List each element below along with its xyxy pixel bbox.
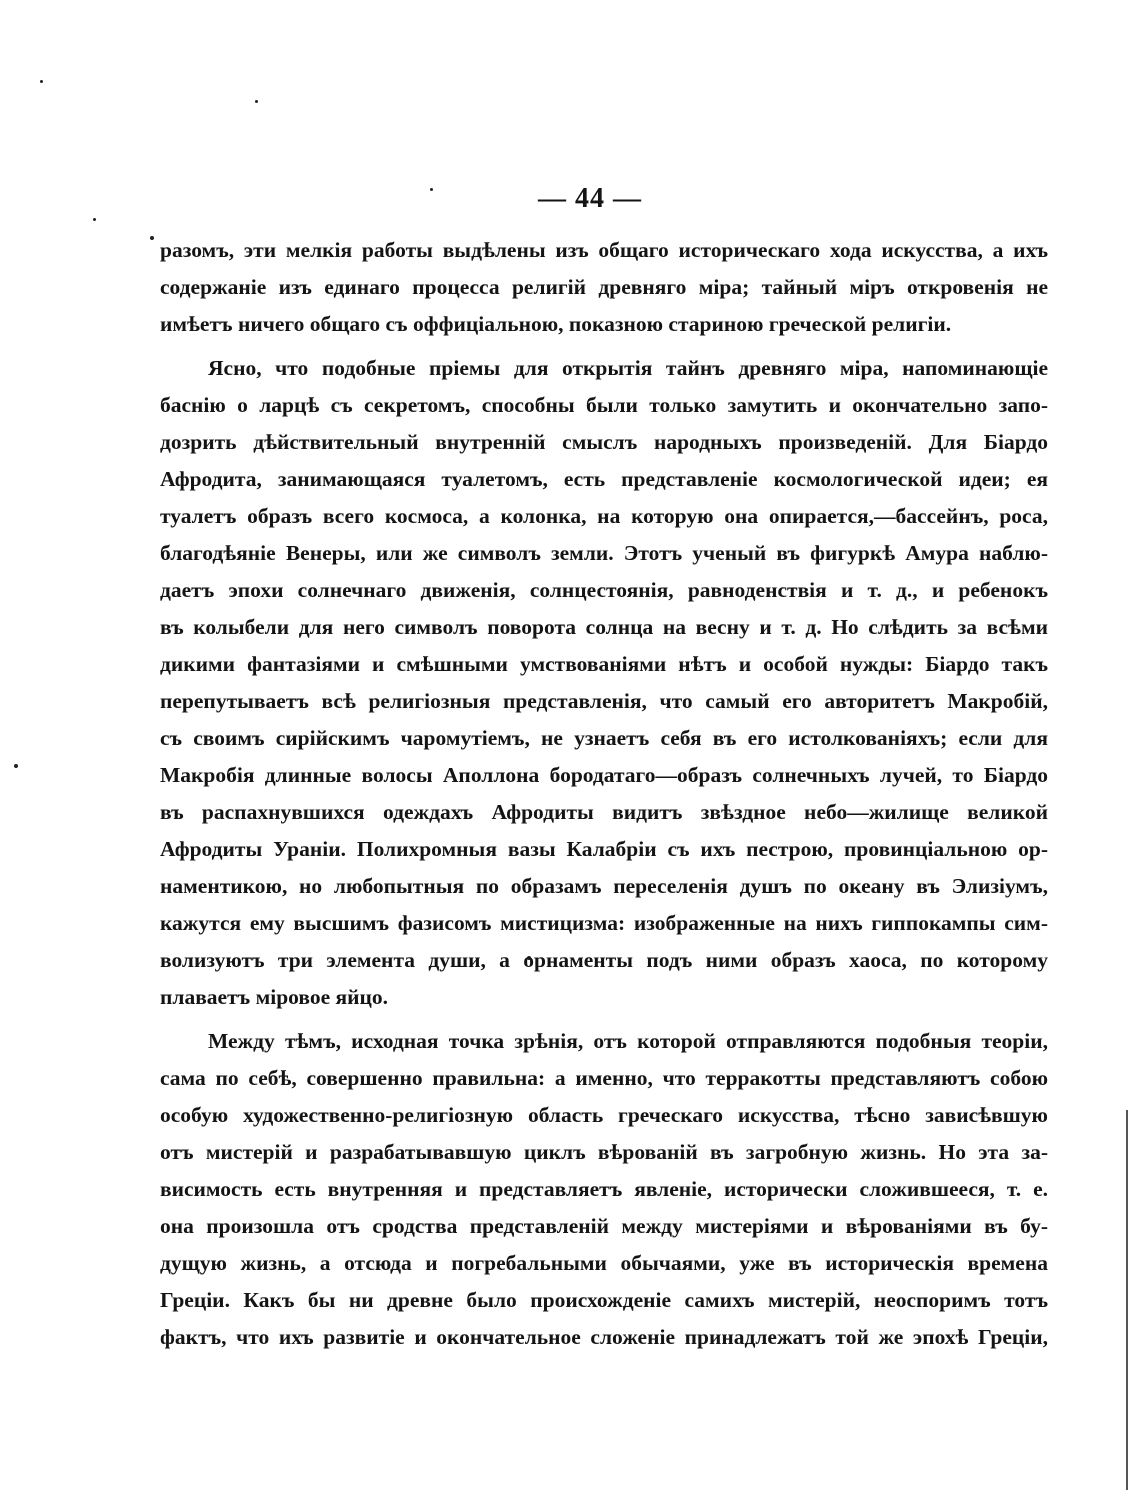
text-line: Макробія длинные волосы Аполлона бородатаго—образъ солнечныхъ лучей, то Біардо bbox=[160, 763, 1048, 787]
text-line: дикими фантазіями и смѣшными умствованіями нѣтъ и особой нужды: Біардо такъ bbox=[160, 652, 1048, 676]
text-line: съ своимъ сирійскимъ чаромутіемъ, не узнаетъ себя въ его истолкованіяхъ; если для bbox=[160, 726, 1048, 750]
scan-speck bbox=[14, 764, 18, 768]
text-line: волизуютъ три элемента души, а орнаменты подъ ними образъ хаоса, по которому bbox=[160, 948, 1048, 972]
text-line: Греціи. Какъ бы ни древне было происхожденіе самихъ мистерій, неоспоримъ тотъ bbox=[160, 1288, 1048, 1312]
text-line: она произошла отъ сродства представленій между мистеріями и вѣрованіями въ бу- bbox=[160, 1214, 1048, 1238]
text-line: дозрить дѣйствительный внутренній смыслъ народныхъ произведеній. Для Біардо bbox=[160, 430, 1048, 454]
text-line: даетъ эпохи солнечнаго движенія, солнцестоянія, равноденствія и т. д., и ребенокъ bbox=[160, 578, 1048, 602]
text-line: содержаніе изъ единаго процесса религій древняго міра; тайный міръ откровенія не bbox=[160, 275, 1048, 299]
text-line: перепутываетъ всѣ религіозныя представленія, что самый его авторитетъ Макробій, bbox=[160, 689, 1048, 713]
scan-speck bbox=[150, 236, 154, 240]
paragraph bbox=[160, 1023, 1048, 1356]
text-line: отъ мистерій и разрабатывавшую циклъ вѣрованій въ загробную жизнь. Но эта за- bbox=[160, 1140, 1048, 1164]
paragraph bbox=[160, 350, 1048, 1016]
text-line: имѣетъ ничего общаго съ оффиціальною, показною стариною греческой религіи. bbox=[160, 312, 952, 336]
text-line: висимость есть внутренняя и представляетъ явленіе, исторически сложившееся, т. е. bbox=[160, 1177, 1048, 1201]
text-line: дущую жизнь, а отсюда и погребальными обычаями, уже въ историческія времена bbox=[160, 1251, 1048, 1275]
text-line: разомъ, эти мелкія работы выдѣлены изъ общаго историческаго хода искусства, а ихъ bbox=[160, 238, 1048, 262]
text-line: особую художественно-религіозную область греческаго искусства, тѣсно зависѣвшую bbox=[160, 1103, 1048, 1127]
text-line: Афродиты Ураніи. Полихромныя вазы Калабріи съ ихъ пестрою, провинціальною ор- bbox=[160, 837, 1048, 861]
paragraph bbox=[160, 232, 1048, 343]
page-edge-mark bbox=[1126, 1110, 1128, 1490]
page-number: — 44 — bbox=[538, 183, 642, 214]
body-text bbox=[160, 232, 1048, 1356]
scan-speck bbox=[93, 218, 96, 221]
text-line: фактъ, что ихъ развитіе и окончательное сложеніе принадлежатъ той же эпохѣ Греціи, bbox=[160, 1325, 1048, 1349]
scan-speck bbox=[40, 80, 43, 83]
text-line: благодѣяніе Венеры, или же символъ земли. Этотъ ученый въ фигуркѣ Амура наблю- bbox=[160, 541, 1048, 565]
text-line: въ распахнувшихся одеждахъ Афродиты видитъ звѣздное небо—жилище великой bbox=[160, 800, 1048, 824]
text-line: туалетъ образъ всего космоса, а колонка, на которую она опирается,—бассейнъ, роса, bbox=[160, 504, 1048, 528]
text-line: Афродита, занимающаяся туалетомъ, есть представленіе космологической идеи; ея bbox=[160, 467, 1048, 491]
scan-speck bbox=[255, 100, 258, 103]
text-line: баснію о ларцѣ съ секретомъ, способны были только замутить и окончательно запо- bbox=[160, 393, 1048, 417]
text-line: Ясно, что подобные пріемы для открытія тайнъ древняго міра, напоминающіе bbox=[208, 356, 1048, 380]
text-line: Между тѣмъ, исходная точка зрѣнія, отъ которой отправляются подобныя теоріи, bbox=[208, 1029, 1048, 1053]
text-line: кажутся ему высшимъ фазисомъ мистицизма: изображенные на нихъ гиппокампы сим- bbox=[160, 911, 1048, 935]
text-line: въ колыбели для него символъ поворота солнца на весну и т. д. Но слѣдить за всѣми bbox=[160, 615, 1048, 639]
text-line: плаваетъ міровое яйцо. bbox=[160, 985, 389, 1009]
text-line: наментикою, но любопытныя по образамъ переселенія душъ по океану въ Элизіумъ, bbox=[160, 874, 1048, 898]
text-line: сама по себѣ, совершенно правильна: а именно, что терракотты представляютъ собою bbox=[160, 1066, 1048, 1090]
